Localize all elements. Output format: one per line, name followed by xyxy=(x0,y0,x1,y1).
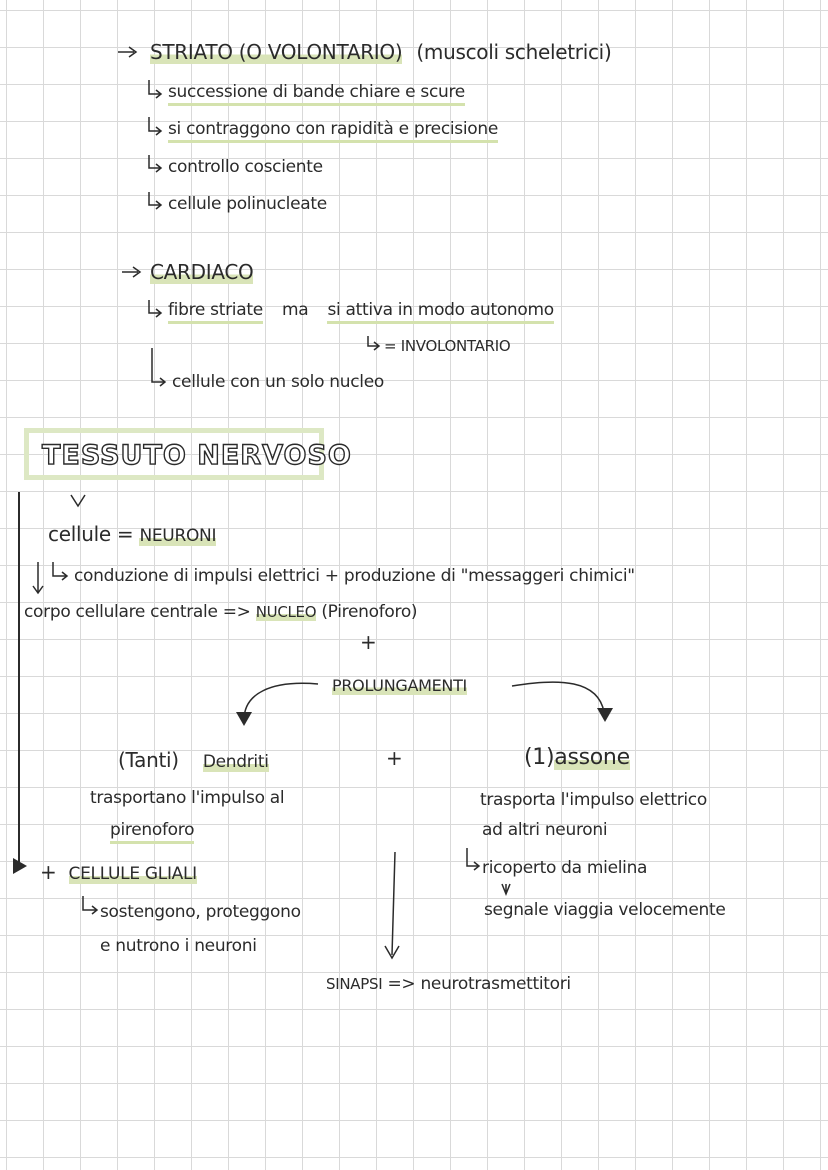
hook-arrow-icon xyxy=(53,562,67,580)
gliali-label: CELLULE GLIALI xyxy=(68,864,197,884)
dendriti-desc-1: trasportano l'impulso al xyxy=(90,788,285,808)
striato-point-3: controllo cosciente xyxy=(168,157,323,177)
nucleo-label: NUCLEO xyxy=(255,603,317,621)
gliali-desc-1: sostengono, proteggono xyxy=(100,902,301,922)
curved-arrow-left xyxy=(244,683,318,720)
hook-arrow-icon xyxy=(149,117,161,135)
sinapsi-line xyxy=(326,972,571,996)
neuroni-label: NEURONI xyxy=(139,526,217,546)
cardiaco-ma: ma xyxy=(281,300,309,320)
arrow-down-icon xyxy=(33,562,43,593)
plus-sign: + xyxy=(360,630,377,654)
arrow-right-icon xyxy=(122,267,140,277)
cellule-label: cellule = xyxy=(48,522,134,546)
dendriti-label: Dendriti xyxy=(202,752,269,772)
striato-heading-text: STRIATO (O VOLONTARIO) xyxy=(150,40,403,64)
assone-desc-1: trasporta l'impulso elettrico xyxy=(480,790,707,810)
mielina-label: ricoperto da mielina xyxy=(482,858,648,878)
hook-arrow-icon xyxy=(467,848,479,870)
dendriti-desc-2-text: pirenoforo xyxy=(110,820,194,844)
gliali-heading xyxy=(40,860,197,886)
cardiaco-heading-text: CARDIACO xyxy=(150,260,254,284)
assone-label: assone xyxy=(554,745,630,770)
arrow-down-icon xyxy=(71,495,85,506)
arrow-down-icon xyxy=(502,884,510,894)
gliali-plus: + xyxy=(40,860,57,884)
striato-point-2-text: si contraggono con rapidità e precisione xyxy=(168,119,498,143)
striato-point-4: cellule polinucleate xyxy=(168,194,327,214)
cardiaco-nucleo: cellule con un solo nucleo xyxy=(172,372,384,392)
dendriti-count: (Tanti) xyxy=(118,748,179,772)
hook-arrow-icon xyxy=(83,896,97,914)
striato-paren: (muscoli scheletrici) xyxy=(416,40,612,64)
hook-arrow-icon xyxy=(152,348,165,386)
arrow-down-icon xyxy=(385,852,399,958)
hook-arrow-icon xyxy=(149,192,161,209)
cardiaco-fibre-line xyxy=(168,298,554,322)
prolungamenti-text: PROLUNGAMENTI xyxy=(332,676,467,695)
conduzione-line: conduzione di impulsi elettrici + produzione di "messaggeri chimici" xyxy=(74,566,635,586)
corpo-line xyxy=(24,600,417,624)
cardiaco-fibre: fibre striate xyxy=(168,300,263,324)
arrow-right-icon xyxy=(118,47,136,57)
sinapsi-label: SINAPSI xyxy=(326,975,383,993)
striato-point-1 xyxy=(168,80,465,104)
corpo-label: corpo cellulare centrale => xyxy=(24,602,251,622)
assone-heading xyxy=(524,746,630,770)
segnale-label: segnale viaggia velocemente xyxy=(484,900,726,920)
arrowhead-right-icon xyxy=(597,708,613,722)
cardiaco-involontario: = INVOLONTARIO xyxy=(384,337,511,355)
prolungamenti-label xyxy=(332,674,467,698)
assone-desc-2: ad altri neuroni xyxy=(482,820,608,840)
dendriti-heading xyxy=(118,748,269,774)
striato-point-1-text: successione di bande chiare e scure xyxy=(168,82,465,106)
striato-point-2 xyxy=(168,117,498,141)
hook-arrow-icon xyxy=(149,155,161,172)
assone-count: (1) xyxy=(524,745,555,770)
hook-arrow-icon xyxy=(368,336,379,350)
curved-arrow-right xyxy=(512,682,604,712)
striato-heading xyxy=(150,40,611,64)
cardiaco-heading xyxy=(150,260,253,284)
hook-arrow-icon xyxy=(149,300,161,317)
gliali-desc-2: e nutrono i neuroni xyxy=(100,936,257,956)
sinapsi-arrow: => xyxy=(387,974,416,994)
hook-arrow-icon xyxy=(149,80,161,98)
page-title: TESSUTO NERVOSO xyxy=(42,440,352,471)
cellule-line xyxy=(48,522,216,548)
arrowhead-left-icon xyxy=(236,712,252,726)
dendriti-desc-2 xyxy=(110,818,194,842)
pirenoforo-label: (Pirenoforo) xyxy=(321,602,418,622)
neurotrasmettitori-label: neurotrasmettitori xyxy=(420,974,571,994)
plus-sign-2: + xyxy=(386,746,403,770)
cardiaco-autonomo: si attiva in modo autonomo xyxy=(327,300,553,324)
